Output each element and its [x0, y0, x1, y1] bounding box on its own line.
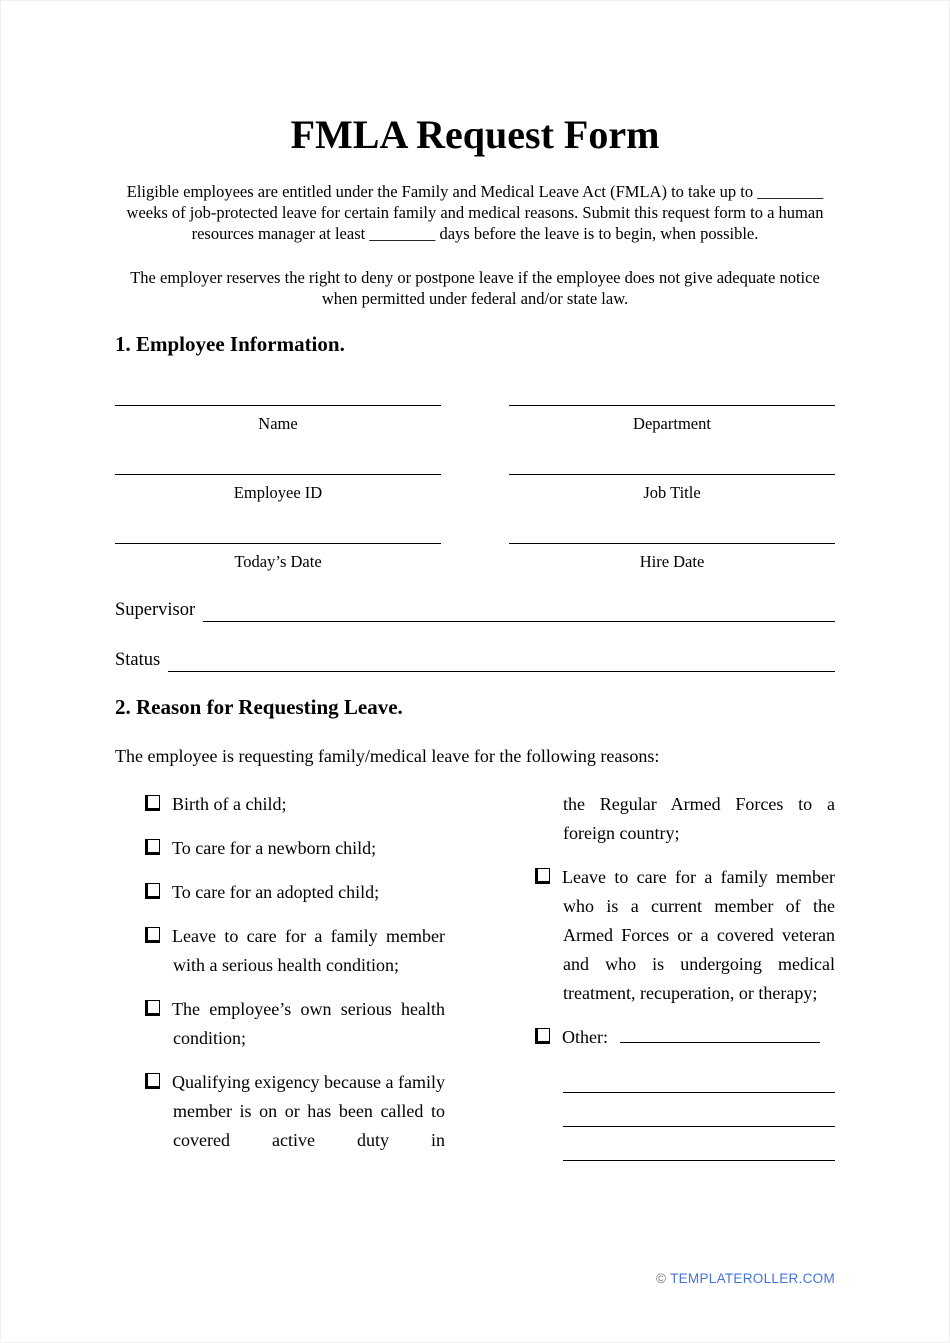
reason-item-label: To care for a newborn child; [172, 838, 377, 858]
job-title-label: Job Title [643, 483, 701, 502]
reason-item-newborn [145, 834, 445, 863]
copyright-symbol: © [656, 1271, 667, 1286]
supervisor-label: Supervisor [115, 600, 196, 620]
reason-item-birth [145, 790, 445, 819]
name-input-line[interactable] [115, 405, 441, 406]
field-supervisor [115, 598, 835, 622]
reason-column-left [145, 790, 445, 1170]
checkbox-icon[interactable] [145, 1000, 160, 1016]
reason-item-label: The employee’s own serious health condition; [172, 999, 445, 1048]
field-name [115, 405, 441, 434]
reason-item-label: To care for an adopted child; [172, 882, 380, 902]
field-status [115, 648, 835, 672]
employee-id-input-line[interactable] [115, 474, 441, 475]
checkbox-icon[interactable] [145, 795, 160, 811]
reason-item-label: Leave to care for a family member with a serious health condition; [172, 926, 445, 975]
other-extra-line-2[interactable] [563, 1126, 835, 1127]
checkbox-icon[interactable] [145, 839, 160, 855]
field-job-title [509, 474, 835, 503]
department-label: Department [633, 414, 711, 433]
todays-date-input-line[interactable] [115, 543, 441, 544]
status-input-line[interactable] [168, 650, 835, 672]
footer [656, 1271, 835, 1286]
section-2-heading: 2. Reason for Requesting Leave. [115, 695, 403, 719]
checkbox-icon[interactable] [535, 868, 550, 884]
job-title-input-line[interactable] [509, 474, 835, 475]
employee-id-label: Employee ID [233, 483, 323, 502]
notice-paragraph: The employer reserves the right to deny or postpone leave if the employee does not give adequate notice when permitted under federal and/or state law. [130, 268, 820, 308]
reason-item-exigency [145, 1068, 445, 1155]
reason-item-label: Qualifying exigency because a family member is on or has been called to covered active duty in [172, 1072, 445, 1150]
field-todays-date [115, 543, 441, 572]
department-input-line[interactable] [509, 405, 835, 406]
reason-item-own-health [145, 995, 445, 1053]
reason-item-family-health [145, 922, 445, 980]
checkbox-icon[interactable] [145, 927, 160, 943]
reason-lead-paragraph: The employee is requesting family/medical leave for the following reasons: [115, 746, 660, 766]
other-input-line[interactable] [620, 1024, 820, 1043]
field-hire-date [509, 543, 835, 572]
hire-date-label: Hire Date [639, 552, 705, 571]
supervisor-input-line[interactable] [203, 600, 835, 622]
reason-column-right [535, 790, 835, 1170]
other-label: Other: [562, 1027, 608, 1047]
todays-date-label: Today’s Date [234, 552, 322, 571]
other-extra-line-3[interactable] [563, 1160, 835, 1161]
checkbox-icon[interactable] [145, 1073, 160, 1089]
intro-paragraph: Eligible employees are entitled under the Family and Medical Leave Act (FMLA) to take up to ________ weeks of job-protected leave for certain family and medical reasons. Submit this request form to a human resources manager at least ________ days before the leave is to begin, when possible. [126, 182, 824, 243]
reason-columns [115, 790, 835, 1170]
employee-info-grid [115, 405, 835, 572]
hire-date-input-line[interactable] [509, 543, 835, 544]
reason-item-exigency-continuation: the Regular Armed Forces to a foreign country; [563, 794, 835, 843]
reason-item-adopted [145, 878, 445, 907]
section-1-heading: 1. Employee Information. [115, 332, 345, 356]
checkbox-icon[interactable] [535, 1028, 550, 1044]
reason-item-label: Birth of a child; [172, 794, 287, 814]
field-department [509, 405, 835, 434]
field-employee-id [115, 474, 441, 503]
name-label: Name [258, 414, 298, 433]
reason-item-armed-forces-member [535, 863, 835, 1008]
other-extra-line-1[interactable] [563, 1092, 835, 1093]
status-label: Status [115, 650, 161, 670]
page-title: FMLA Request Form [290, 112, 660, 157]
checkbox-icon[interactable] [145, 883, 160, 899]
templateroller-link[interactable]: TEMPLATEROLLER.COM [670, 1271, 835, 1286]
reason-item-other [535, 1023, 835, 1052]
reason-item-label: Leave to care for a family member who is a current member of the Armed Forces or a covered veteran and who is undergoing medical treatment, recuperation, or therapy; [562, 867, 835, 1003]
